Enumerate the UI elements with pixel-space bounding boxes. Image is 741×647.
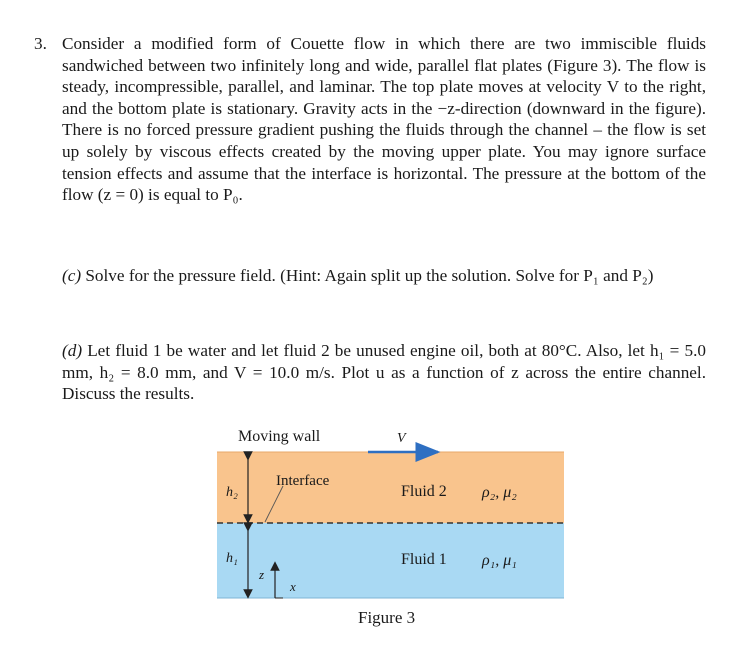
velocity-label: V [397, 431, 406, 446]
h1-label: h₁ [226, 551, 238, 566]
figure-caption: Figure 3 [358, 608, 416, 627]
fluid-1-label: Fluid 1 [401, 551, 447, 568]
problem-statement: Consider a modified form of Couette flow in which there are two immiscible fluids sandwiched between two infinitely long and wide, parallel flat plates (Figure 3). The flow is steady, incompressible, parallel, and laminar. The top plate moves at velocity V to the right, and the bottom plate is stationary. Gravity acts in the −z-direction (downward in the figure). There is no forced pressure gradient pushing the fluids through the channel – the flow is set up solely by viscous effects created by the moving upper plate. You may ignore surface tension effects and assume that the interface is horizontal. The pressure at the bottom of the flow (z = 0) is equal to P₀. [62, 34, 706, 205]
moving-wall-label: Moving wall [238, 428, 321, 445]
problem-number: 3. [34, 34, 47, 53]
fluid-1-properties: ρ₁, μ₁ [482, 552, 517, 569]
fluid-2-properties: ρ₂, μ₂ [482, 484, 517, 501]
fluid-2-label: Fluid 2 [401, 483, 447, 500]
h2-label: h₂ [226, 485, 238, 500]
z-axis-label: z [259, 567, 265, 582]
part-d-text: Let fluid 1 be water and let fluid 2 be unused engine oil, both at 80°C. Also, let h₁ = 5.0 mm, h₂ = 8.0 mm, and V = 10.0 m/s. Plot u as a function of z across the entire channel. Discuss the results. [62, 341, 706, 404]
interface-label: Interface [276, 473, 330, 489]
part-c-label: (c) [62, 266, 82, 285]
part-c-text: Solve for the pressure field. (Hint: Again split up the solution. Solve for P₁ and P₂) [85, 266, 654, 285]
part-d-label: (d) [62, 341, 83, 360]
x-axis-label: x [290, 579, 296, 594]
